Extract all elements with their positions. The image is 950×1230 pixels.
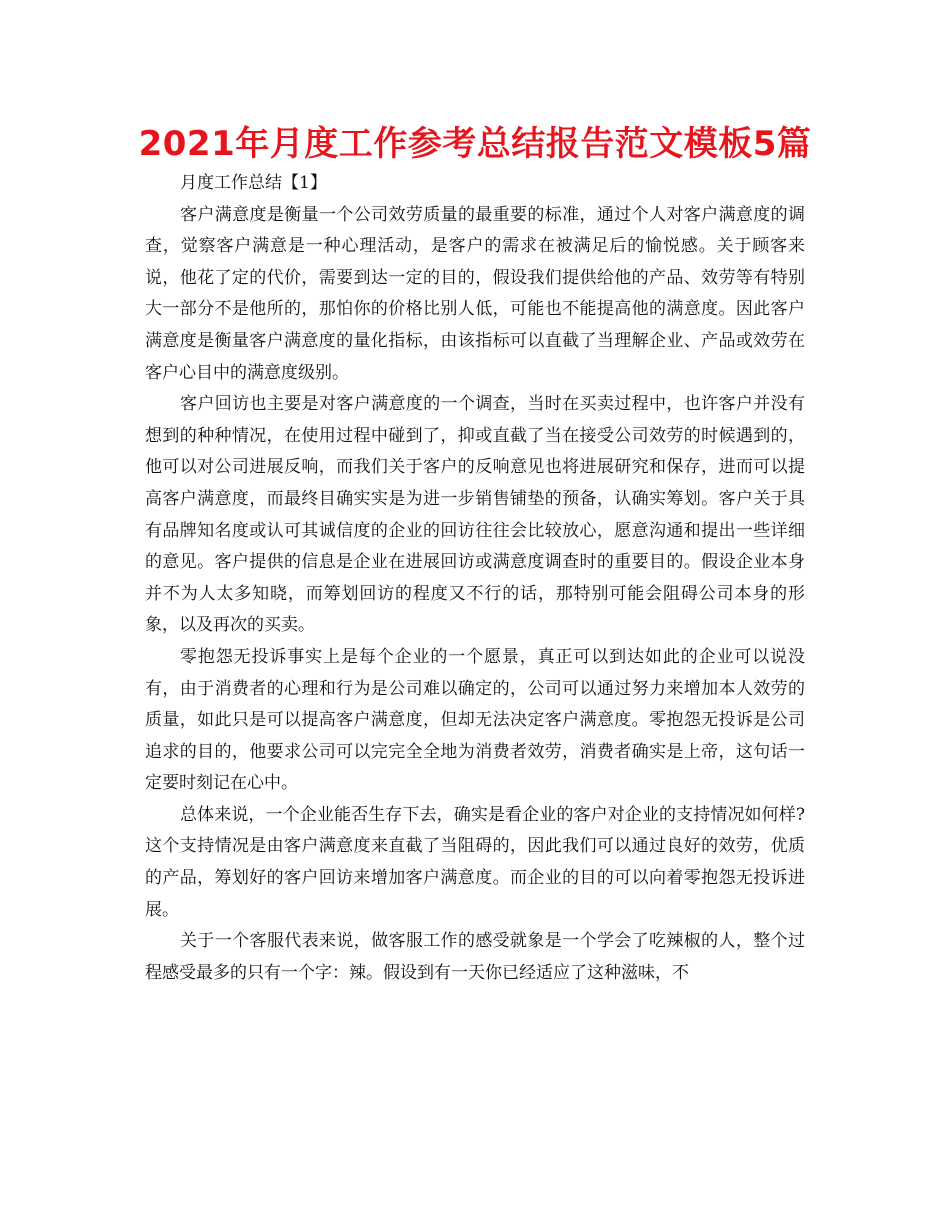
document-body (145, 168, 805, 989)
paragraph-2: 客户回访也主要是对客户满意度的一个调查，当时在买卖过程中，也许客户并没有想到的种种情况，在使用过程中碰到了，抑或直截了当在接受公司效劳的时候遇到的，他可以对公司进展反响，而我们关于客户的反响意见也将进展研究和保存，进而可以提高客户满意度，而最终目确实实是为进一步销售铺垫的预备，认确实筹划。客户关于具有品牌知名度或认可其诚信度的企业的回访往往会比较放心，愿意沟通和提出一些详细的意见。客户提供的信息是企业在进展回访或满意度调查时的重要目的。假设企业本身并不为人太多知晓，而筹划回访的程度又不行的话，那特别可能会阻碍公司本身的形象，以及再次的买卖。 (145, 394, 805, 636)
paragraph-4: 总体来说，一个企业能否生存下去，确实是看企业的客户对企业的支持情况如何样?这个支持情况是由客户满意度来直截了当阻碍的，因此我们可以通过良好的效劳，优质的产品，筹划好的客户回访来增加客户满意度。而企业的目的可以向着零抱怨无投诉进展。 (145, 804, 805, 920)
section-heading: 月度工作总结【1】 (180, 173, 327, 193)
paragraph-1: 客户满意度是衡量一个公司效劳质量的最重要的标准，通过个人对客户满意度的调查，觉察客户满意是一种心理活动，是客户的需求在被满足后的愉悦感。关于顾客来说，他花了定的代价，需要到达一定的目的，假设我们提供给他的产品、效劳等有特别大一部分不是他所的，那怕你的价格比别人低，可能也不能提高他的满意度。因此客户满意度是衡量客户满意度的量化指标，由该指标可以直截了当理解企业、产品或效劳在客户心目中的满意度级别。 (145, 204, 805, 383)
paragraph-5: 关于一个客服代表来说，做客服工作的感受就象是一个学会了吃辣椒的人，整个过程感受最多的只有一个字：辣。假设到有一天你已经适应了这种滋味，不 (145, 931, 805, 983)
document-title: 2021年月度工作参考总结报告范文模板5篇 (138, 124, 812, 164)
paragraph-3: 零抱怨无投诉事实上是每个企业的一个愿景，真正可以到达如此的企业可以说没有，由于消费者的心理和行为是公司难以确定的，公司可以通过努力来增加本人效劳的质量，如此只是可以提高客户满意度，但却无法决定客户满意度。零抱怨无投诉是公司追求的目的，他要求公司可以完完全全地为消费者效劳，消费者确实是上帝，这句话一定要时刻记在心中。 (145, 646, 805, 794)
